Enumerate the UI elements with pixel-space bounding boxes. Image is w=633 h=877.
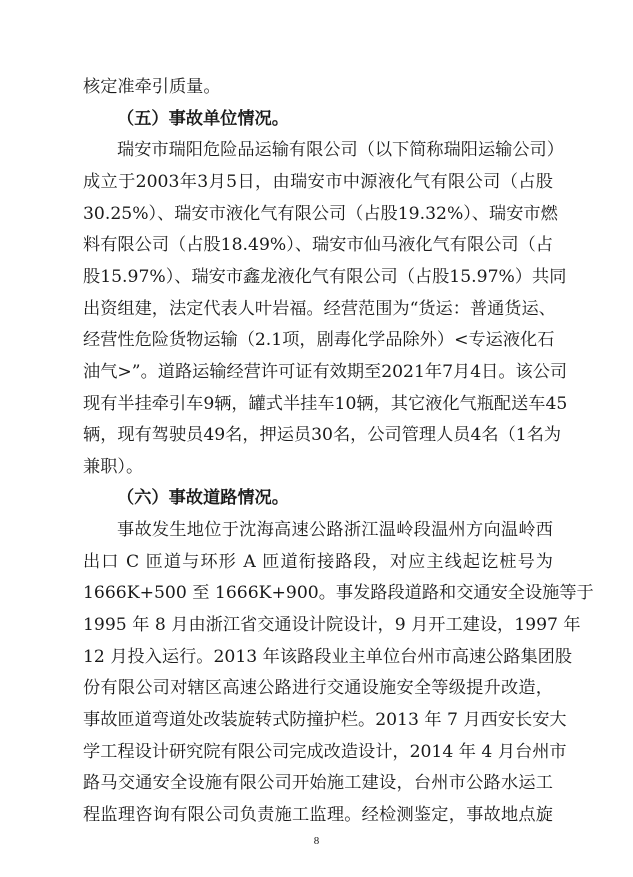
text-line: 油气>”。道路运输经营许可证有效期至2021年7月4日。该公司 — [83, 361, 568, 382]
text-line: 路马交通安全设施有限公司开始施工建设，台州市公路水运工 — [83, 773, 553, 794]
section-heading: （六）事故道路情况。 — [117, 488, 289, 509]
section-heading: （五）事故单位情况。 — [117, 108, 289, 129]
text-line: 兼职）。 — [83, 456, 144, 477]
text-line: 12 月投入运行。2013 年该路段业主单位台州市高速公路集团股 — [83, 646, 573, 667]
text-line: 现有半挂牵引车9辆，罐式半挂车10辆，其它液化气瓶配送车45 — [83, 393, 568, 414]
text-line: 事故匝道弯道处改装旋转式防撞护栏。2013 年 7 月西安长安大 — [83, 710, 567, 731]
text-line: 核定准牵引质量。 — [83, 77, 221, 97]
text-line: 份有限公司对辖区高速公路进行交通设施安全等级提升改造， — [83, 678, 553, 699]
text-line: 成立于2003年3月5日，由瑞安市中源液化气有限公司（占股 — [83, 171, 553, 192]
text-line: 股15.97%）、瑞安市鑫龙液化气有限公司（占股15.97%）共同 — [83, 266, 567, 287]
text-line: 出口 C 匝道与环形 A 匝道衔接路段，对应主线起讫桩号为 — [83, 551, 553, 572]
page-number: 8 — [313, 835, 320, 847]
text-line: 瑞安市瑞阳危险品运输有限公司（以下简称瑞阳运输公司） — [117, 140, 564, 161]
text-line: 1995 年 8 月由浙江省交通设计院设计，9 月开工建设，1997 年 — [83, 615, 581, 636]
text-line: 料有限公司（占股18.49%）、瑞安市仙马液化气有限公司（占 — [83, 235, 553, 256]
text-line: 出资组建，法定代表人叶岩福。经营范围为“货运：普通货运、 — [83, 298, 556, 319]
text-line: 程监理咨询有限公司负责施工监理。经检测鉴定，事故地点旋 — [83, 805, 553, 825]
text-line: 事故发生地位于沈海高速公路浙江温岭段温州方向温岭西 — [117, 520, 553, 541]
text-line: 辆，现有驾驶员49名，押运员30名，公司管理人员4名（1名为 — [83, 425, 562, 446]
text-line: 30.25%）、瑞安市液化气有限公司（占股19.32%）、瑞安市燃 — [83, 203, 558, 224]
text-line: 经营性危险货物运输（2.1项，剧毒化学品除外）<专运液化石 — [83, 330, 555, 351]
text-line: 1666K+500 至 1666K+900。事发路段道路和交通安全设施等于 — [83, 583, 594, 604]
text-line: 学工程设计研究院有限公司完成改造设计，2014 年 4 月台州市 — [83, 741, 567, 762]
